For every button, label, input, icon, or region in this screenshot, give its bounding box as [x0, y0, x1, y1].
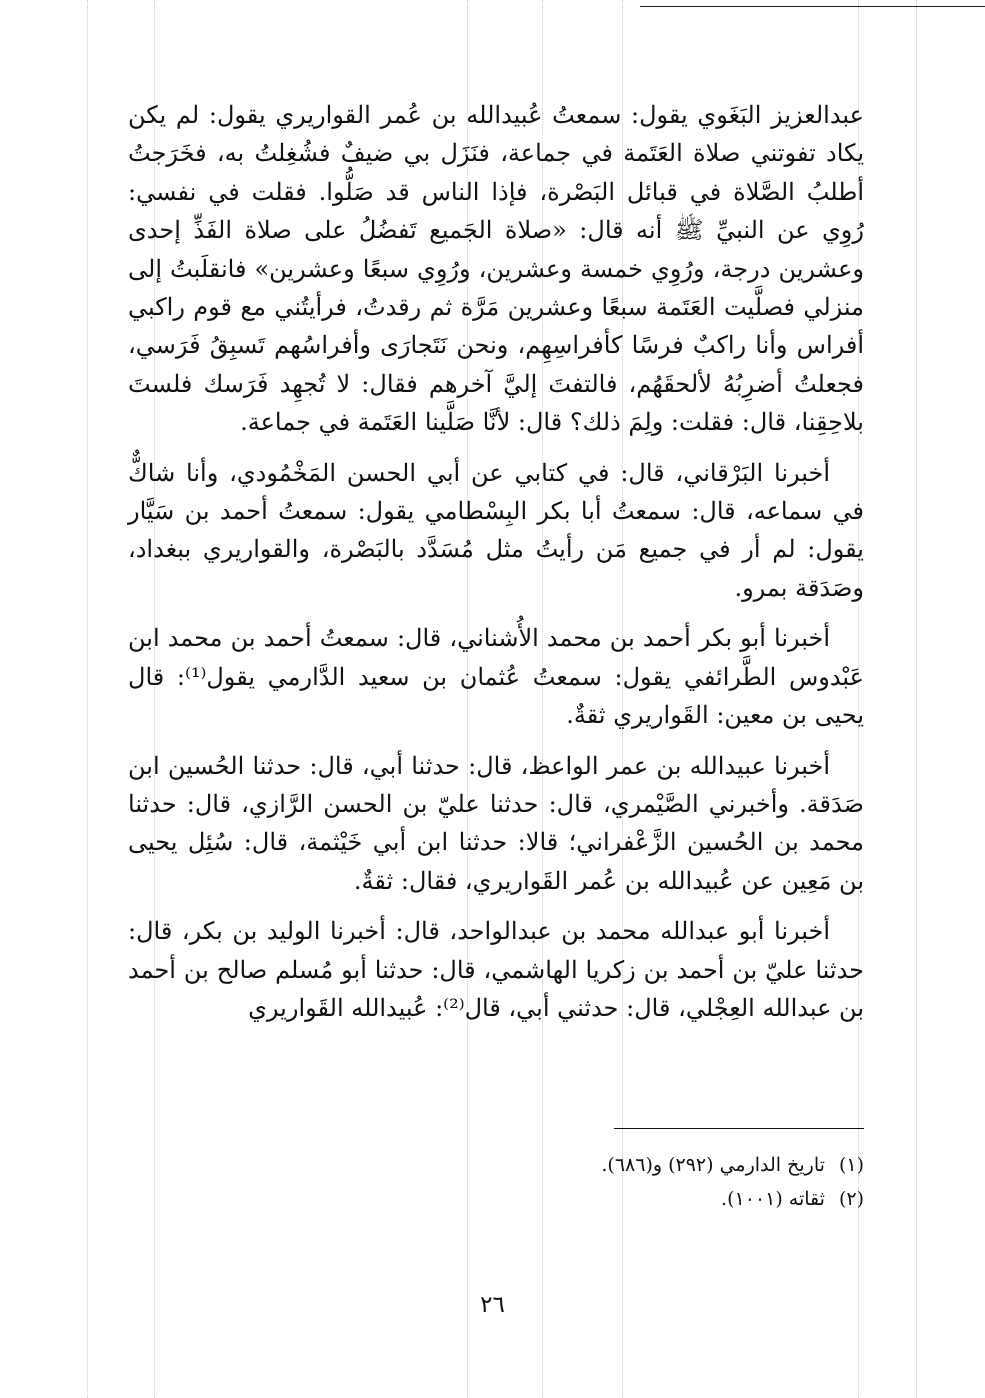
footnotes	[264, 1148, 864, 1216]
footnote-text: ثقاته (١٠٠١).	[721, 1188, 825, 1210]
footnote-1	[264, 1148, 864, 1182]
scan-guide-line	[87, 0, 88, 1398]
scan-guide-line	[916, 0, 917, 1398]
footnote-marker: (٢)	[838, 1188, 864, 1210]
footnote-separator	[614, 1128, 864, 1129]
paragraph-2: أخبرنا البَرْقاني، قال: في كتابي عن أبي الحسن المَخْمُودي، وأنا شاكٌّ في سماعه، قال: سمعتُ أبا بكر البِسْطامي يقول: سمعتُ أحمد بن سَيَّار يقول: لم أر في جميع مَن رأيتُ مثل مُسَدَّد بالبَصْرة، والقواريري ببغداد، وصَدَقة بمرو.	[128, 458, 864, 602]
page-body	[128, 96, 864, 1039]
paragraph-4: أخبرنا عبيدالله بن عمر الواعظ، قال: حدثنا أبي، قال: حدثنا الحُسين ابن صَدَقة. وأخبرني الصَّيْمري، قال: حدثنا عليّ بن الحسن الرَّازي، قال: حدثنا محمد بن الحُسين الزَّعْفراني؛ قالا: حدثنا ابن أبي خَيْثمة، قال: سُئِل يحيى بن مَعِين عن عُبيدالله بن عُمر القَواريري، فقال: ثقةٌ.	[128, 751, 864, 895]
page-number: ٢٦	[480, 1292, 505, 1318]
footnote-text: تاريخ الدارمي (٢٩٢) و(٦٨٦).	[601, 1154, 825, 1176]
footnote-2	[264, 1182, 864, 1216]
footnote-marker: (١)	[838, 1154, 864, 1176]
paragraph-3: أخبرنا أبو بكر أحمد بن محمد الأُشناني، قال: سمعتُ أحمد بن محمد ابن عَبْدوس الطَّرائفي يقول: سمعتُ عُثمان بن سعيد الدَّارمي يقول⁽¹⁾: قال يحيى بن معين: القَواريري ثقةٌ.	[128, 624, 864, 730]
paragraph-5: أخبرنا أبو عبدالله محمد بن عبدالواحد، قال: أخبرنا الوليد بن بكر، قال: حدثنا عليّ بن أحمد بن زكريا الهاشمي، قال: حدثنا أبو مُسلم صالح بن أحمد بن عبدالله العِجْلي، قال: حدثني أبي، قال⁽²⁾: عُبيدالله القَواريري	[128, 917, 864, 1022]
paragraph-1: عبدالعزيز البَغَوي يقول: سمعتُ عُبيدالله بن عُمر القواريري يقول: لم يكن يكاد تفوتني صلاة العَتَمة في جماعة، فنَزَل بي ضيفٌ فشُغِلتُ به، فخَرَجتُ أطلبُ الصَّلاة في قبائل البَصْرة، فإذا الناس قد صَلُّوا. فقلت في نفسي: رُوِي عن النبيِّ ﷺ أنه قال: «صلاة الجَميع تَفضُلُ على صلاة الفَذِّ إحدى وعشرين درجة، ورُوِي خمسة وعشرين، ورُوِي سبعًا وعشرين» فانقلَبتُ إلى منزلي فصلَّيت العَتَمة سبعًا وعشرين مَرَّة ثم رقدتُ، فرأيتُني مع قوم راكبي أفراس وأنا راكبٌ فرسًا كأفراسِهِم، ونحن نَتَجارَى وأفراسُهم تَسبِقُ فَرَسي، فجعلتُ أضرِبُهُ لألحقَهُم، فالتفتَ إليَّ آخرهم فقال: لا تُجهِد فَرَسك فلستَ بلاحِقِنا، قال: فقلت: ولِمَ ذلك؟ قال: لأنَّا صَلَّينا العَتَمة في جماعة.	[128, 101, 864, 437]
top-rule	[640, 6, 985, 7]
